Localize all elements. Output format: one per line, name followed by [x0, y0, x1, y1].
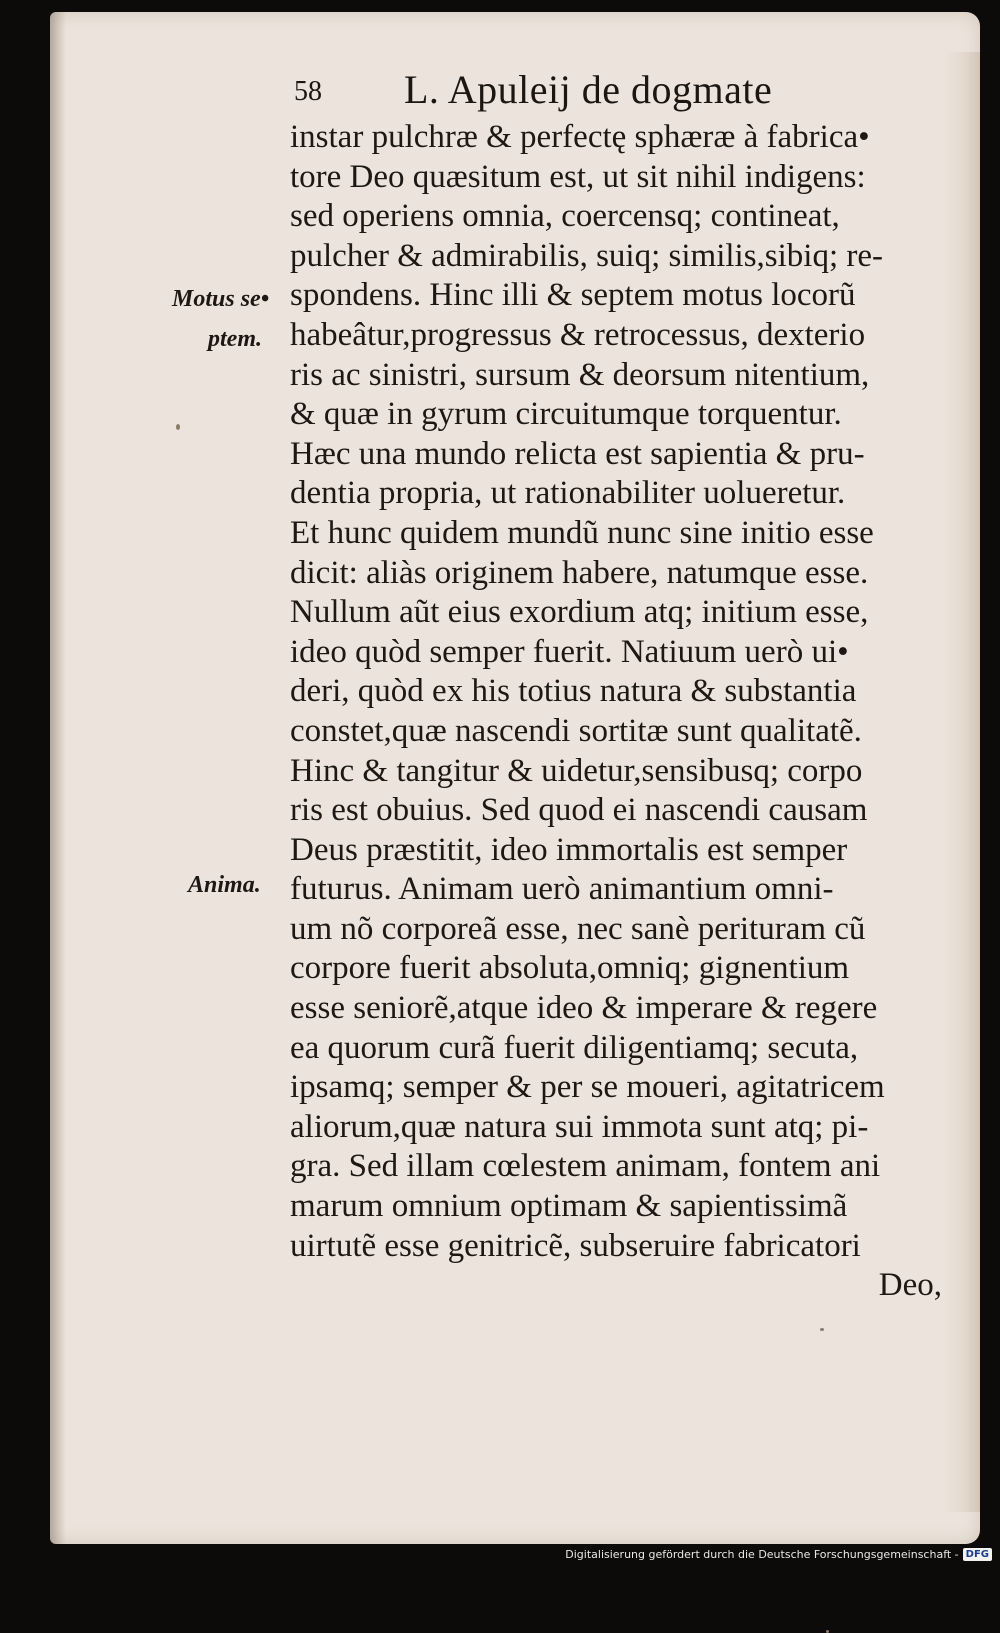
page-header	[290, 66, 870, 114]
text-line: Hæc una mundo relicta est sapientia & pru-	[290, 435, 865, 472]
text-line: constet,quæ nascendi sortitæ sunt qualitatẽ.	[290, 712, 862, 749]
text-line: marum omnium optimam & sapientissimã	[290, 1188, 848, 1225]
paper-speck	[176, 424, 180, 430]
dfg-logo: DFG	[963, 1548, 992, 1561]
text-line: esse seniorẽ,atque ideo & imperare & regere	[290, 990, 878, 1027]
text-line: aliorum,quæ natura sui immota sunt atq; pi-	[290, 1108, 869, 1145]
digitization-credit	[565, 1548, 992, 1561]
text-line: Hinc & tangitur & uidetur,sensibusq; corpo	[290, 752, 863, 789]
text-line: corpore fuerit absoluta,omniq; gignentium	[290, 950, 850, 987]
text-line: dentia propria, ut rationabiliter uolueretur.	[290, 475, 846, 512]
text-line: deri, quòd ex his totius natura & substantia	[290, 673, 857, 710]
text-line: dicit: aliàs originem habere, natumque esse.	[290, 554, 869, 591]
text-line: sed operiens omnia, coercensq; contineat,	[290, 198, 840, 235]
paper-speck	[820, 1328, 824, 1331]
text-line: spondens. Hinc illi & septem motus locorũ	[290, 277, 856, 314]
text-line: Nullum aũt eius exordium atq; initium esse,	[290, 594, 869, 631]
running-title: L. Apuleij de dogmate	[404, 67, 773, 112]
text-line: tore Deo quæsitum est, ut sit nihil indigens:	[290, 158, 866, 195]
text-line: um nõ corporeã esse, nec sanè perituram cũ	[290, 910, 866, 947]
credit-text: Digitalisierung gefördert durch die Deutsche Forschungsgemeinschaft -	[565, 1548, 959, 1561]
page-number: 58	[294, 76, 322, 107]
text-line: ris est obuius. Sed quod ei nascendi causam	[290, 792, 868, 829]
text-line: & quæ in gyrum circuitumque torquentur.	[290, 396, 842, 433]
catchword: Deo,	[878, 1267, 942, 1304]
margin-note-motus-line2: ptem.	[208, 326, 262, 352]
body-text	[290, 118, 950, 1306]
text-line: Et hunc quidem mundũ nunc sine initio esse	[290, 514, 874, 551]
text-line: pulcher & admirabilis, suiq; similis,sibiq; re-	[290, 237, 884, 274]
text-line: futurus. Animam uerò animantium omni-	[290, 871, 834, 908]
text-line: gra. Sed illam cœlestem animam, fontem ani	[290, 1148, 881, 1185]
text-line: ea quorum curã fuerit diligentiamq; secuta,	[290, 1029, 859, 1066]
text-line: Deus præstitit, ideo immortalis est semper	[290, 831, 848, 868]
margin-note-motus-line1: Motus se•	[172, 286, 270, 312]
text-line: instar pulchræ & perfectę sphæræ à fabrica•	[290, 119, 870, 155]
text-line: uirtutẽ esse genitricẽ, subseruire fabricatori	[290, 1227, 861, 1264]
text-line: ris ac sinistri, sursum & deorsum nitentium,	[290, 356, 870, 393]
margin-note-anima: Anima.	[188, 872, 261, 898]
text-line: ipsamq; semper & per se moueri, agitatricem	[290, 1069, 885, 1106]
text-line: ideo quòd semper fuerit. Natiuum uerò ui•	[290, 633, 849, 670]
text-line: habeâtur,progressus & retrocessus, dexterio	[290, 316, 866, 353]
